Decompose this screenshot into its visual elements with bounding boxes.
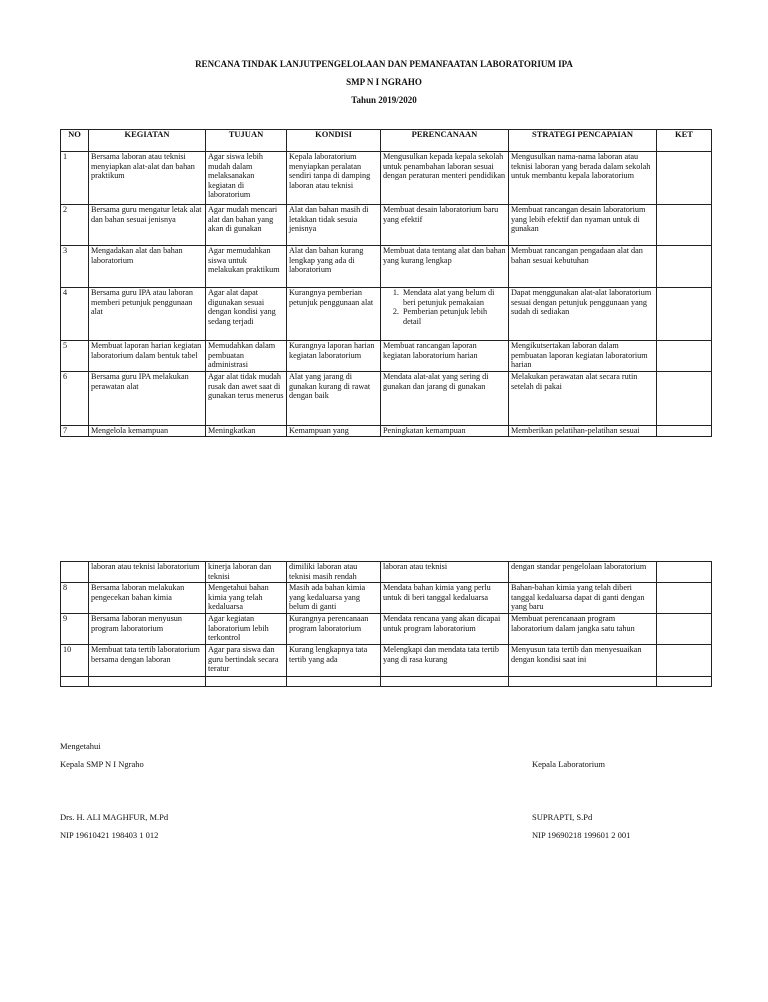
cell-perencanaan: Peningkatan kemampuan [381, 426, 509, 437]
list-item: 1. Mendata alat yang belum di beri petunjuk pemakaian [401, 288, 506, 307]
col-header-ket: KET [657, 130, 712, 152]
sig-principal-name: Drs. H. ALI MAGHFUR, M.Pd [60, 812, 169, 822]
sig-acknowledged: Mengetahui [60, 741, 101, 751]
school-year: Tahun 2019/2020 [351, 95, 417, 105]
cell-kegiatan: Bersama laboran menyusun program laboratorium [89, 614, 206, 645]
plan-table-continued [60, 561, 712, 687]
cell-strategi: Membuat rancangan desain laboratorium yang lebih efektif dan nyaman untuk di gunakan [509, 205, 657, 246]
col-header-kegiatan: KEGIATAN [89, 130, 206, 152]
cell-tujuan: Agar alat tidak mudah rusak dan awet saat di gunakan terus menerus [206, 372, 287, 426]
cell-strategi: Mengusulkan nama-nama laboran atau teknisi laboran yang berada dalam sekolah untuk membantu kepala laboratorium [509, 152, 657, 205]
table-row [61, 562, 712, 583]
cell-perencanaan: Mendata bahan kimia yang perlu untuk di beri tanggal kedaluarsa [381, 583, 509, 614]
cell-strategi: Membuat perencanaan program laboratorium dalam jangka satu tahun [509, 614, 657, 645]
cell-strategi: Melakukan perawatan alat secara rutin setelah di pakai [509, 372, 657, 426]
cell-tujuan: Agar para siswa dan guru bertindak secara teratur [206, 645, 287, 677]
cell-kondisi: Kurangnya laporan harian kegiatan laboratorium [287, 341, 381, 372]
cell-kondisi: Kepala laboratorium menyiapkan peralatan sendiri tanpa di damping laboran atau teknisi [287, 152, 381, 205]
cell-tujuan: Mengetahui bahan kimia yang telah kedaluarsa [206, 583, 287, 614]
cell-no: 4 [61, 288, 89, 341]
table-row [61, 677, 712, 687]
cell-no: 1 [61, 152, 89, 205]
table-row [61, 152, 712, 205]
cell-tujuan: Meningkatkan [206, 426, 287, 437]
cell-ket [657, 246, 712, 288]
cell-tujuan: Agar memudahkan siswa untuk melakukan praktikum [206, 246, 287, 288]
col-header-perencanaan: PERENCANAAN [381, 130, 509, 152]
cell-no: 8 [61, 583, 89, 614]
cell-kegiatan: Membuat tata tertib laboratorium bersama dengan laboran [89, 645, 206, 677]
cell-ket [657, 288, 712, 341]
cell-ket [657, 341, 712, 372]
cell-kondisi: dimiliki laboran atau teknisi masih rendah [287, 562, 381, 583]
table-row [61, 341, 712, 372]
cell-strategi: Mengikutsertakan laboran dalam pembuatan laporan kegiatan laboratorium harian [509, 341, 657, 372]
cell-ket [657, 562, 712, 583]
cell-no: 3 [61, 246, 89, 288]
cell-perencanaan: Melengkapi dan mendata tata tertib yang di rasa kurang [381, 645, 509, 677]
cell-kegiatan: Membuat laporan harian kegiatan laboratorium dalam bentuk tabel [89, 341, 206, 372]
school-name: SMP N I NGRAHO [346, 77, 422, 87]
cell-strategi [509, 677, 657, 687]
sig-principal-title: Kepala SMP N I Ngraho [60, 759, 144, 769]
cell-kegiatan: Bersama laboran atau teknisi menyiapkan alat-alat dan bahan praktikum [89, 152, 206, 205]
cell-kondisi: Kurang lengkapnya tata tertib yang ada [287, 645, 381, 677]
cell-kegiatan: Mengadakan alat dan bahan laboratorium [89, 246, 206, 288]
cell-kegiatan: Bersama guru mengatur letak alat dan bahan sesuai jenisnya [89, 205, 206, 246]
table-row [61, 372, 712, 426]
cell-ket [657, 645, 712, 677]
cell-kondisi: Alat dan bahan masih di letakkan tidak sesuia jenisnya [287, 205, 381, 246]
cell-ket [657, 583, 712, 614]
cell-perencanaan: Membuat rancangan laporan kegiatan laboratorium harian [381, 341, 509, 372]
cell-tujuan [206, 677, 287, 687]
cell-no [61, 677, 89, 687]
cell-perencanaan: Mendata rencana yang akan dicapai untuk program laboratorium [381, 614, 509, 645]
cell-ket [657, 152, 712, 205]
cell-ket [657, 614, 712, 645]
cell-no: 9 [61, 614, 89, 645]
cell-tujuan: Agar mudah mencari alat dan bahan yang akan di gunakan [206, 205, 287, 246]
cell-strategi: dengan standar pengelolaan laboratorium [509, 562, 657, 583]
col-header-tujuan: TUJUAN [206, 130, 287, 152]
cell-perencanaan: Mendata alat-alat yang sering di gunakan dan jarang di gunakan [381, 372, 509, 426]
sig-lab-head-title: Kepala Laboratorium [532, 759, 605, 769]
table-row [61, 288, 712, 341]
cell-strategi: Membuat rancangan pengadaan alat dan bahan sesuai kebutuhan [509, 246, 657, 288]
cell-strategi: Menyusun tata tertib dan menyesuaikan dengan kondisi saat ini [509, 645, 657, 677]
cell-kondisi: Alat yang jarang di gunakan kurang di rawat dengan baik [287, 372, 381, 426]
cell-kegiatan: Bersama guru IPA atau laboran memberi petunjuk penggunaan alat [89, 288, 206, 341]
cell-perencanaan [381, 677, 509, 687]
cell-strategi: Dapat menggunakan alat-alat laboratorium sesuai dengan petunjuk penggunaan yang sudah di sediakan [509, 288, 657, 341]
plan-table [60, 129, 712, 437]
cell-tujuan: kinerja laboran dan teknisi [206, 562, 287, 583]
cell-perencanaan: laboran atau teknisi [381, 562, 509, 583]
sig-lab-head-name: SUPRAPTI, S.Pd [532, 812, 593, 822]
cell-perencanaan [381, 288, 509, 341]
perencanaan-list [383, 288, 506, 326]
table-row [61, 426, 712, 437]
doc-title: RENCANA TINDAK LANJUTPENGELOLAAN DAN PEMANFAATAN LABORATORIUM IPA [195, 59, 573, 69]
cell-no: 5 [61, 341, 89, 372]
table-row [61, 583, 712, 614]
col-header-no: NO [61, 130, 89, 152]
list-item: 2. Pemberian petunjuk lebih detail [401, 307, 506, 326]
cell-tujuan: Agar siswa lebih mudah dalam melaksanakan kegiatan di laboratorium [206, 152, 287, 205]
cell-kondisi: Kemampuan yang [287, 426, 381, 437]
cell-kondisi: Kurangnya pemberian petunjuk penggunaan alat [287, 288, 381, 341]
cell-kegiatan: Mengelola kemampuan [89, 426, 206, 437]
cell-kondisi [287, 677, 381, 687]
cell-no [61, 562, 89, 583]
cell-no: 6 [61, 372, 89, 426]
cell-strategi: Bahan-bahan kimia yang telah diberi tanggal kedaluarsa dapat di ganti dengan yang baru [509, 583, 657, 614]
cell-kegiatan: Bersama guru IPA melakukan perawatan alat [89, 372, 206, 426]
cell-kondisi: Masih ada bahan kimia yang kedaluarsa yang belum di ganti [287, 583, 381, 614]
cell-tujuan: Memudahkan dalam pembuatan administrasi [206, 341, 287, 372]
cell-ket [657, 205, 712, 246]
cell-no: 7 [61, 426, 89, 437]
sig-principal-nip: NIP 19610421 198403 1 012 [60, 830, 159, 840]
cell-ket [657, 426, 712, 437]
cell-kegiatan: Bersama laboran melakukan pengecekan bahan kimia [89, 583, 206, 614]
table-row [61, 246, 712, 288]
cell-ket [657, 677, 712, 687]
cell-kegiatan: laboran atau teknisi laboratorium [89, 562, 206, 583]
cell-perencanaan: Membuat data tentang alat dan bahan yang kurang lengkap [381, 246, 509, 288]
cell-kondisi: Kurangnya perencanaan program laboratorium [287, 614, 381, 645]
table-row [61, 645, 712, 677]
cell-no: 10 [61, 645, 89, 677]
table-row [61, 614, 712, 645]
table-header-row [61, 130, 712, 152]
cell-tujuan: Agar kegiatan laboratorium lebih terkontrol [206, 614, 287, 645]
cell-kegiatan [89, 677, 206, 687]
col-header-kondisi: KONDISI [287, 130, 381, 152]
cell-strategi: Memberikan pelatihan-pelatihan sesuai [509, 426, 657, 437]
sig-lab-head-nip: NIP 19690218 199601 2 001 [532, 830, 631, 840]
cell-perencanaan: Membuat desain laboratorium baru yang efektif [381, 205, 509, 246]
cell-kondisi: Alat dan bahan kurang lengkap yang ada di laboratorium [287, 246, 381, 288]
cell-tujuan: Agar alat dapat digunakan sesuai dengan kondisi yang sedang terjadi [206, 288, 287, 341]
col-header-strategi: STRATEGI PENCAPAIAN [509, 130, 657, 152]
cell-perencanaan: Mengusulkan kepada kepala sekolah untuk penambahan laboran sesuai dengan peraturan menteri pendidikan [381, 152, 509, 205]
cell-ket [657, 372, 712, 426]
table-row [61, 205, 712, 246]
cell-no: 2 [61, 205, 89, 246]
